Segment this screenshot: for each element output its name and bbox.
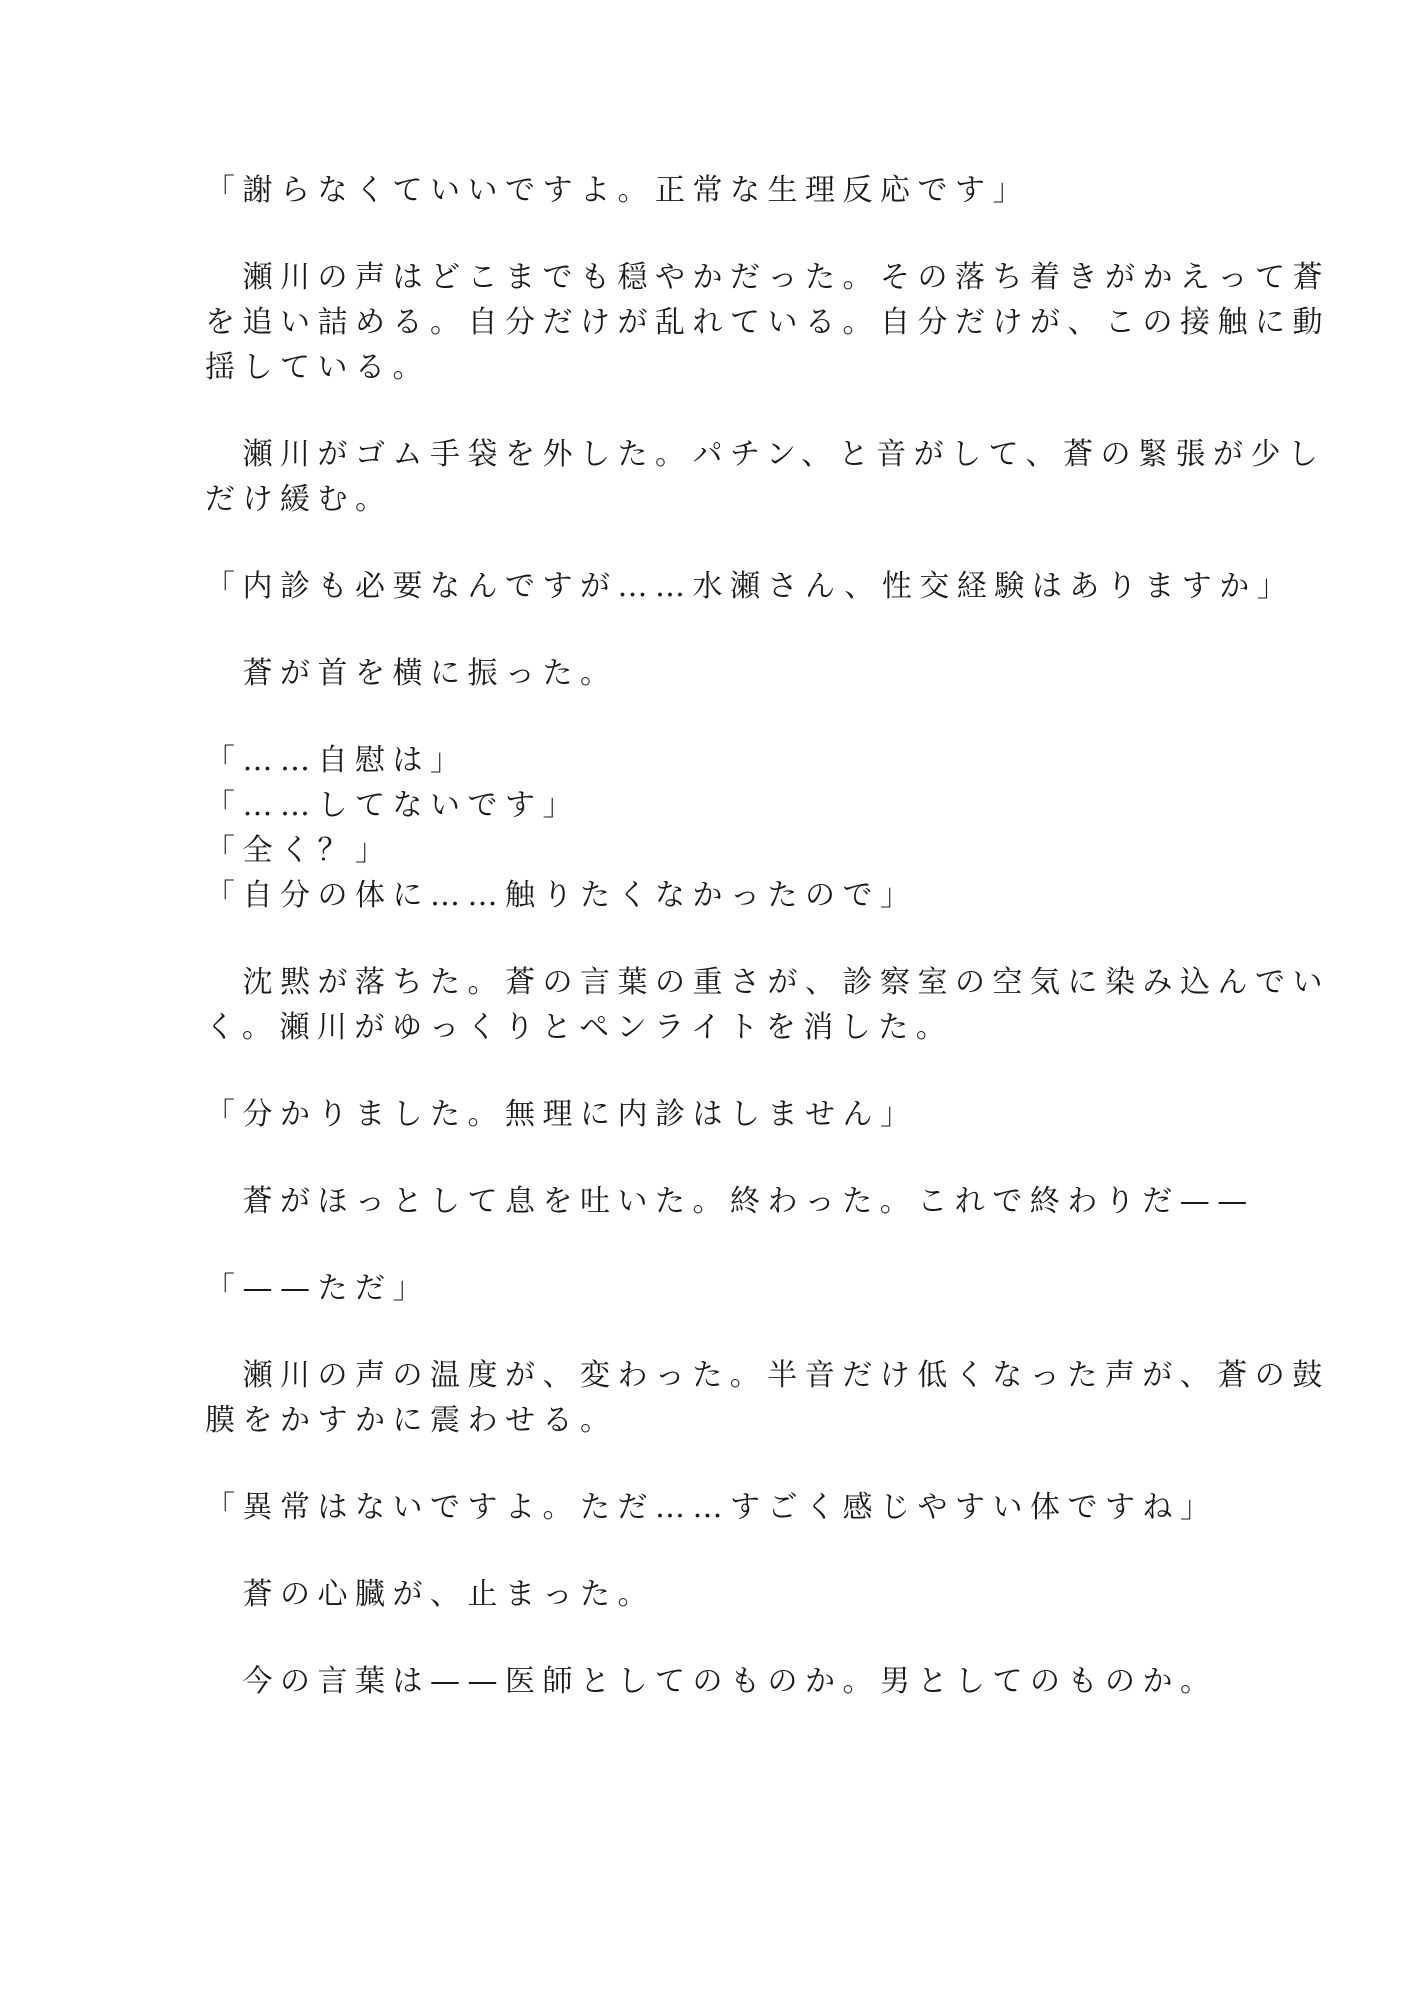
paragraph	[205, 564, 1295, 609]
text-line: 「自分の体に……触りたくなかったので」	[205, 878, 918, 913]
text-line: 「謝らなくていいですよ。正常な生理反応です」	[205, 173, 1030, 208]
paragraph	[205, 432, 1326, 522]
text-line: 「——ただ」	[205, 1271, 430, 1306]
text-line: 蒼の心臓が、止まった。	[205, 1577, 655, 1612]
paragraph	[205, 1092, 1205, 1137]
paragraph	[205, 168, 1205, 213]
text-line: 「……してないです」	[205, 788, 580, 823]
text-line: 今の言葉は——医師としてのものか。男としてのものか。	[205, 1664, 1218, 1699]
paragraph	[205, 651, 1205, 696]
text-line: 「……自慰は」	[205, 743, 468, 778]
paragraph	[205, 1266, 1205, 1311]
novel-text-body	[205, 168, 1330, 1746]
text-line: 蒼が首を横に振った。	[205, 656, 618, 691]
paragraph	[205, 960, 1330, 1050]
text-line: 「内診も必要なんですが……水瀬さん、性交経験はありますか」	[205, 569, 1295, 604]
paragraph	[205, 1659, 1218, 1704]
paragraph	[205, 1572, 1205, 1617]
text-line: 蒼がほっとして息を吐いた。終わった。これで終わりだ——	[205, 1184, 1255, 1219]
text-line: 「全く？」	[205, 833, 393, 868]
text-line: 「異常はないですよ。ただ……すごく感じやすい体ですね」	[205, 1490, 1218, 1525]
text-line: を追い詰める。自分だけが乱れている。自分だけが、この接触に動	[205, 305, 1330, 340]
text-line: 沈黙が落ちた。蒼の言葉の重さが、診察室の空気に染み込んでい	[205, 965, 1330, 1000]
text-line: 「分かりました。無理に内診はしません」	[205, 1097, 918, 1132]
paragraph	[205, 1485, 1218, 1530]
dialogue-group	[205, 738, 1205, 918]
text-line: 瀬川の声の温度が、変わった。半音だけ低くなった声が、蒼の鼓	[205, 1358, 1330, 1393]
paragraph	[205, 1179, 1255, 1224]
text-line: 膜をかすかに震わせる。	[205, 1403, 618, 1438]
text-line: く。瀬川がゆっくりとペンライトを消した。	[205, 1010, 954, 1045]
text-line: だけ緩む。	[205, 482, 393, 517]
paragraph	[205, 1353, 1330, 1443]
text-line: 瀬川の声はどこまでも穏やかだった。その落ち着きがかえって蒼	[205, 260, 1330, 295]
paragraph	[205, 255, 1330, 390]
text-line: 瀬川がゴム手袋を外した。パチン、と音がして、蒼の緊張が少し	[205, 437, 1326, 472]
text-line: 揺している。	[205, 350, 430, 385]
